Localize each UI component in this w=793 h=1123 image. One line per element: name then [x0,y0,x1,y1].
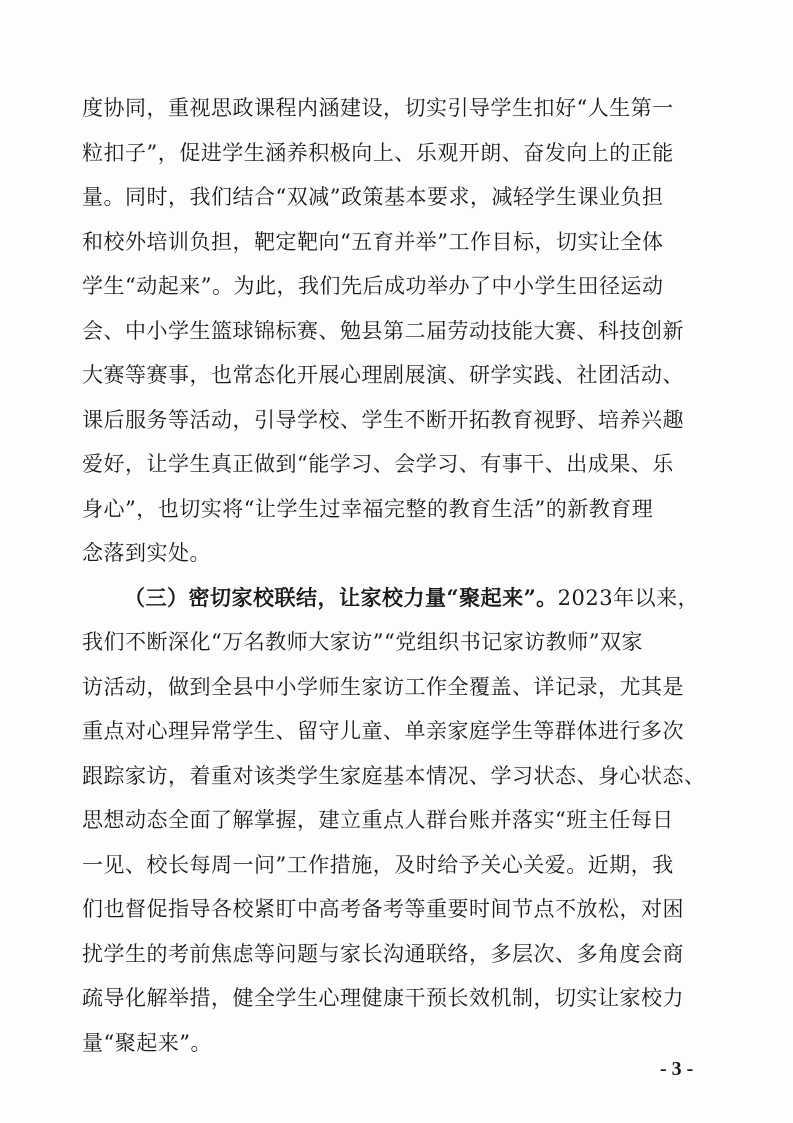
text-line: 扰学生的考前焦虑等问题与家长沟通联络，多层次、多角度会商 [82,941,684,966]
text-line: 思想动态全面了解掌握，建立重点人群台账并落实“班主任每日 [82,808,674,832]
text-line: 会、中小学生篮球锦标赛、勉县第二届劳动技能大赛、科技创新 [82,318,684,343]
text-line: 跟踪家访，着重对该类学生家庭基本情况、学习状态、身心状态、 [82,763,706,788]
text-line: 爱好，让学生真正做到“能学习、会学习、有事干、出成果、乐 [82,452,674,476]
text-line: 和校外培训负担，靶定靶向“五育并举”工作目标，切实让全体 [82,229,664,254]
text-line: 粒扣子”，促进学生涵养积极向上、乐观开朗、奋发向上的正能 [82,140,674,165]
text-line: 们也督促指导各校紧盯中高考备考等重要时间节点不放松，对困 [82,897,684,921]
text-line: 学生“动起来”。为此，我们先后成功举办了中小学生田径运动 [82,274,664,298]
text-line: 量“聚起来”。 [82,1030,212,1055]
section-heading-line [82,576,714,621]
text-line: 疏导化解举措，健全学生心理健康干预长效机制，切实让家校力 [82,986,684,1010]
text-line: 我们不断深化“万名教师大家访”“党组织书记家访教师”双家 [82,630,643,654]
text-line: 大赛等赛事，也常态化开展心理剧展演、研学实践、社团活动、 [82,363,684,387]
body-text [82,86,714,1065]
section-heading-tail: 2023年以来， [557,585,700,610]
page-number: - 3 - [660,1058,694,1080]
section-heading: （三）密切家校联结，让家校力量“聚起来”。 [124,584,558,610]
text-line: 度协同，重视思政课程内涵建设，切实引导学生扣好“人生第一 [82,96,674,120]
text-line: 重点对心理异常学生、留守儿童、单亲家庭学生等群体进行多次 [82,719,684,743]
text-line: 课后服务等活动，引导学校、学生不断开拓教育视野、培养兴趣 [82,407,684,432]
text-line: 一见、校长每周一问”工作措施，及时给予关心关爱。近期，我 [82,852,674,877]
text-line: 身心”，也切实将“让学生过幸福完整的教育生活”的新教育理 [82,496,654,521]
text-line: 量。同时，我们结合“双减”政策基本要求，减轻学生课业负担 [82,185,664,209]
text-line: 访活动，做到全县中小学师生家访工作全覆盖、详记录，尤其是 [82,674,684,699]
text-line: 念落到实处。 [82,541,211,565]
